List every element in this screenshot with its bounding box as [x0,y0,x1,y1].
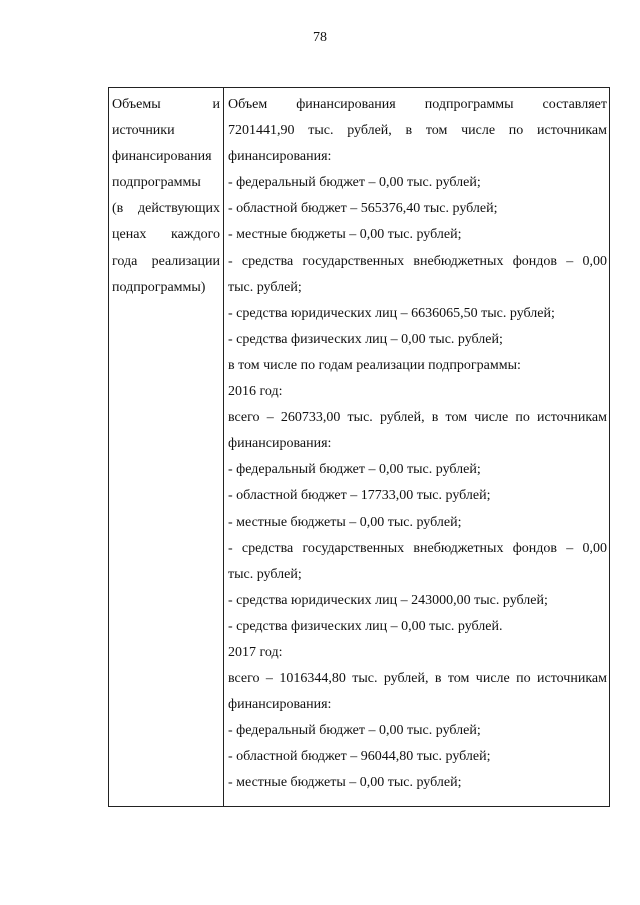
label-line: Объемы и [112,97,220,112]
label-line: подпрограммы) [112,279,206,295]
financing-table [108,87,610,807]
label-cell [112,92,220,301]
content-line: 7201441,90 тыс. рублей, в том числе по источникам [228,123,607,139]
content-line: - областной бюджет – 565376,40 тыс. рублей; [228,201,498,217]
content-line: финансирования: [228,436,332,452]
content-line: - местные бюджеты – 0,00 тыс. рублей; [228,227,462,243]
page-number: 78 [313,30,327,45]
content-line: 2017 год: [228,644,283,660]
content-line: финансирования: [228,149,332,165]
content-cell [228,92,607,797]
content-line: - федеральный бюджет – 0,00 тыс. рублей; [228,723,481,739]
content-line: - федеральный бюджет – 0,00 тыс. рублей; [228,175,481,191]
content-line: в том числе по годам реализации подпрограммы: [228,357,521,373]
content-line: - средства юридических лиц – 6636065,50 тыс. рублей; [228,305,555,321]
column-divider [223,88,224,806]
content-line: - средства государственных внебюджетных фондов – 0,00 [228,540,607,556]
content-line: - федеральный бюджет – 0,00 тыс. рублей; [228,462,481,478]
content-line: - средства физических лиц – 0,00 тыс. рублей. [228,618,503,634]
label-line: ценах каждого [112,227,220,243]
content-line: - областной бюджет – 17733,00 тыс. рублей; [228,488,491,504]
content-line: - областной бюджет – 96044,80 тыс. рублей; [228,749,491,765]
label-line: источники [112,123,175,139]
label-line: подпрограммы [112,175,201,191]
label-line: (в действующих [112,201,220,217]
content-line: - местные бюджеты – 0,00 тыс. рублей; [228,775,462,791]
content-line: финансирования: [228,697,332,713]
content-line: Объем финансирования подпрограммы составляет [228,97,607,112]
content-line: тыс. рублей; [228,279,302,295]
content-line: - средства юридических лиц – 243000,00 тыс. рублей; [228,592,548,608]
content-line: всего – 260733,00 тыс. рублей, в том числе по источникам [228,410,607,426]
content-line: - местные бюджеты – 0,00 тыс. рублей; [228,514,462,530]
content-line: - средства государственных внебюджетных фондов – 0,00 [228,253,607,269]
content-line: 2016 год: [228,384,283,400]
content-line: тыс. рублей; [228,566,302,582]
label-line: финансирования [112,149,212,165]
content-line: - средства физических лиц – 0,00 тыс. рублей; [228,331,503,347]
label-line: года реализации [112,253,220,269]
content-line: всего – 1016344,80 тыс. рублей, в том числе по источникам [228,671,607,687]
